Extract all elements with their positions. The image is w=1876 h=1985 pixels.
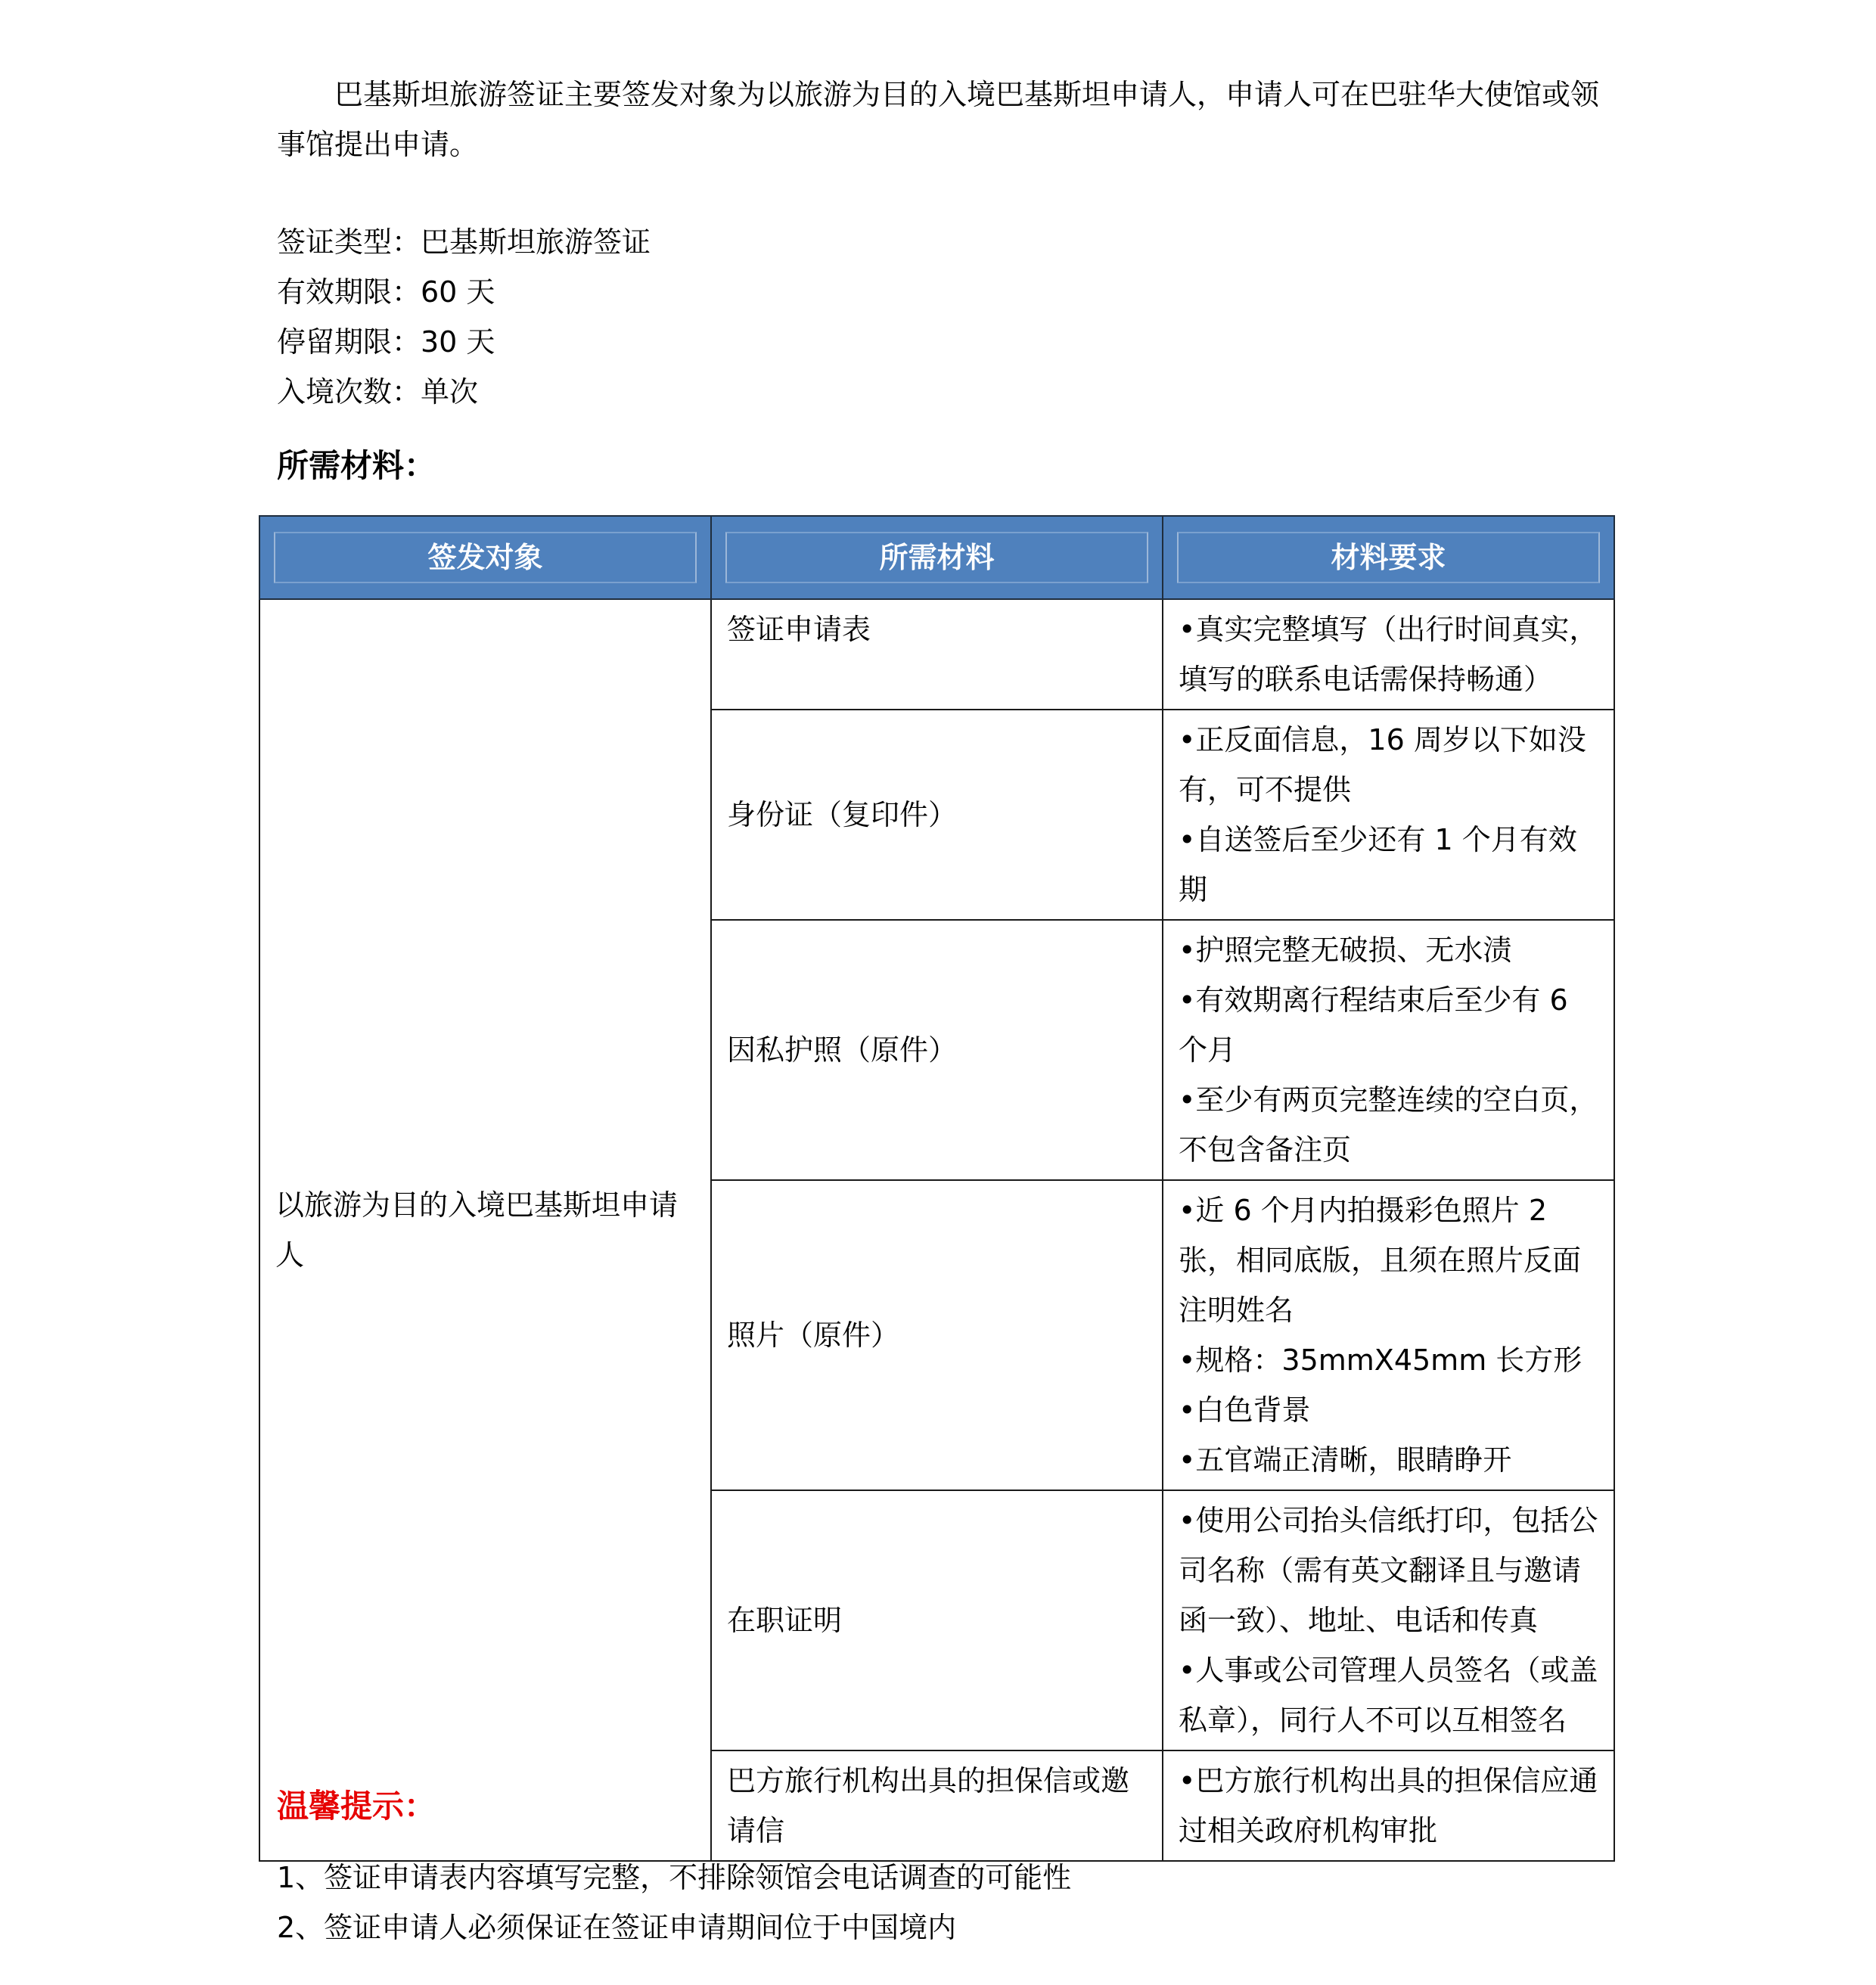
info-entries: 入境次数：单次	[277, 375, 479, 408]
table-row	[259, 599, 1614, 710]
requirement-line: •至少有两页完整连续的空白页，不包含备注页	[1179, 1083, 1598, 1166]
requirements-cell	[1163, 1490, 1614, 1750]
tip-item: 2、签证申请人必须保证在签证申请期间位于中国境内	[277, 1911, 957, 1944]
target-cell: 以旅游为目的入境巴基斯坦申请人	[259, 599, 711, 1861]
tips-title: 温馨提示：	[277, 1788, 436, 1825]
requirement-line: •规格：35mmX45mm 长方形	[1179, 1344, 1582, 1377]
info-visa-type: 签证类型：巴基斯坦旅游签证	[277, 225, 651, 259]
material-cell: 签证申请表	[711, 599, 1163, 710]
tip-item: 1、签证申请表内容填写完整，不排除领馆会电话调查的可能性	[277, 1861, 1072, 1894]
material-cell: 巴方旅行机构出具的担保信或邀请信	[711, 1750, 1163, 1861]
table-header-row	[259, 516, 1614, 599]
intro-paragraph: 巴基斯坦旅游签证主要签发对象为以旅游为目的入境巴基斯坦申请人，申请人可在巴驻华大使馆或领事馆提出申请。	[277, 78, 1600, 161]
info-stay-duration: 停留期限：30 天	[277, 325, 495, 359]
requirement-line: •白色背景	[1179, 1393, 1311, 1427]
requirement-line: •护照完整无破损、无水渍	[1179, 933, 1512, 967]
requirement-line: •人事或公司管理人员签名（或盖私章），同行人不可以互相签名	[1179, 1654, 1598, 1737]
requirement-line: •真实完整填写（出行时间真实，填写的联系电话需保持畅通）	[1179, 613, 1598, 696]
header-target: 签发对象	[259, 516, 711, 599]
materials-table	[259, 515, 1615, 1862]
tips-list	[277, 1853, 1071, 1952]
material-cell: 照片（原件）	[711, 1180, 1163, 1490]
visa-info-list	[277, 217, 651, 417]
requirement-line: •自送签后至少还有 1 个月有效期	[1179, 823, 1577, 906]
requirements-cell	[1163, 1750, 1614, 1861]
requirement-line: •巴方旅行机构出具的担保信应通过相关政府机构审批	[1179, 1764, 1598, 1847]
requirements-cell	[1163, 1180, 1614, 1490]
requirement-line: •有效期离行程结束后至少有 6 个月	[1179, 983, 1568, 1067]
info-validity: 有效期限：60 天	[277, 275, 495, 309]
requirements-cell	[1163, 599, 1614, 710]
material-cell: 在职证明	[711, 1490, 1163, 1750]
requirement-line: •近 6 个月内拍摄彩色照片 2 张，相同底版，且须在照片反面注明姓名	[1179, 1194, 1582, 1327]
requirement-line: •正反面信息，16 周岁以下如没有，可不提供	[1179, 723, 1586, 806]
header-material: 所需材料	[711, 516, 1163, 599]
requirement-line: •使用公司抬头信纸打印，包括公司名称（需有英文翻译且与邀请函一致）、地址、电话和传真	[1179, 1504, 1598, 1637]
requirements-cell	[1163, 710, 1614, 920]
requirement-line: •五官端正清晰，眼睛睁开	[1179, 1443, 1512, 1477]
material-cell: 身份证（复印件）	[711, 710, 1163, 920]
header-requirements: 材料要求	[1163, 516, 1614, 599]
requirements-cell	[1163, 920, 1614, 1180]
material-cell: 因私护照（原件）	[711, 920, 1163, 1180]
materials-section-title: 所需材料：	[277, 447, 436, 484]
